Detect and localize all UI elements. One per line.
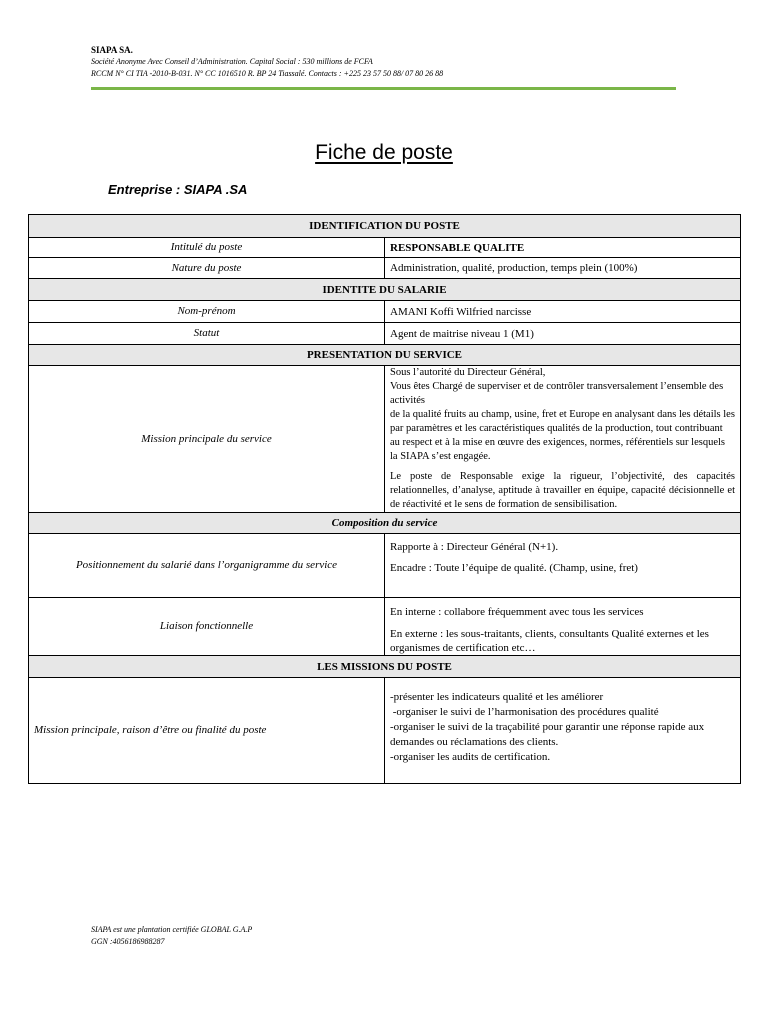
positionnement-line: Rapporte à : Directeur Général (N+1). bbox=[390, 541, 559, 553]
value-statut: Agent de maitrise niveau 1 (M1) bbox=[385, 323, 741, 345]
company-name: SIAPA SA. bbox=[91, 45, 133, 55]
label-mission-poste: Mission principale, raison d’être ou finalité du poste bbox=[29, 678, 385, 784]
label-nom: Nom-prénom bbox=[29, 301, 385, 323]
company-contact-line: RCCM N° CI TIA -2010-B-031. N° CC 1016510 R. BP 24 Tiassalé. Contacts : +225 23 57 50 88/ 07 80 26 88 bbox=[91, 69, 444, 78]
label-intitule: Intitulé du poste bbox=[29, 238, 385, 258]
value-intitule: RESPONSABLE QUALITE bbox=[385, 238, 741, 258]
page-title: Fiche de poste bbox=[315, 141, 453, 164]
section-row bbox=[29, 513, 741, 534]
section-missions: LES MISSIONS DU POSTE bbox=[29, 656, 741, 678]
value-mission-service bbox=[385, 366, 741, 513]
mission-poste-item: -organiser le suivi de l’harmonisation des procédures qualité bbox=[390, 706, 659, 718]
mission-service-line: Vous êtes Chargé de superviser et de contrôler transversalement l’ensemble des activités bbox=[390, 381, 724, 406]
label-statut: Statut bbox=[29, 323, 385, 345]
mission-service-line: Sous l’autorité du Directeur Général, bbox=[390, 367, 546, 378]
mission-poste-item: -présenter les indicateurs qualité et les améliorer bbox=[390, 691, 604, 703]
label-positionnement: Positionnement du salarié dans l’organigramme du service bbox=[29, 534, 385, 598]
section-presentation: PRESENTATION DU SERVICE bbox=[29, 345, 741, 366]
positionnement-line: Encadre : Toute l’équipe de qualité. (Champ, usine, fret) bbox=[390, 562, 638, 574]
value-liaison bbox=[385, 598, 741, 656]
letterhead bbox=[91, 44, 676, 80]
table-row bbox=[29, 534, 741, 598]
value-nom: AMANI Koffi Wilfried narcisse bbox=[385, 301, 741, 323]
section-row bbox=[29, 279, 741, 301]
table-row bbox=[29, 238, 741, 258]
value-positionnement bbox=[385, 534, 741, 598]
footer-ggn: GGN :4056186988287 bbox=[91, 937, 165, 946]
footer-certification: SIAPA est une plantation certifiée GLOBAL G.A.P bbox=[91, 925, 253, 934]
mission-service-paragraph: Le poste de Responsable exige la rigueur, l’objectivité, des capacités relationnelles, d’analyse, aptitude à travailler en équipe, capacité décisionnelle et de réactivité et le sens de formation de sensibilisation. bbox=[390, 471, 735, 510]
table-row bbox=[29, 366, 741, 513]
table-row bbox=[29, 598, 741, 656]
section-composition: Composition du service bbox=[29, 513, 741, 534]
table-row bbox=[29, 258, 741, 279]
label-liaison: Liaison fonctionnelle bbox=[29, 598, 385, 656]
section-identite: IDENTITE DU SALARIE bbox=[29, 279, 741, 301]
section-identification: IDENTIFICATION DU POSTE bbox=[29, 215, 741, 238]
section-row bbox=[29, 345, 741, 366]
job-description-table bbox=[28, 214, 741, 784]
footer bbox=[91, 924, 252, 948]
liaison-line: En externe : les sous-traitants, clients, consultants Qualité externes et les organismes de certification etc… bbox=[390, 628, 709, 654]
section-row bbox=[29, 656, 741, 678]
value-mission-poste bbox=[385, 678, 741, 784]
liaison-line: En interne : collabore fréquemment avec tous les services bbox=[390, 606, 644, 618]
label-mission-service: Mission principale du service bbox=[29, 366, 385, 513]
table-row bbox=[29, 323, 741, 345]
value-nature: Administration, qualité, production, temps plein (100%) bbox=[385, 258, 741, 279]
company-legal-line: Société Anonyme Avec Conseil d’Administration. Capital Social : 530 millions de FCFA bbox=[91, 57, 373, 66]
table-row bbox=[29, 301, 741, 323]
section-row bbox=[29, 215, 741, 238]
label-nature: Nature du poste bbox=[29, 258, 385, 279]
mission-poste-item: -organiser le suivi de la traçabilité pour garantir une réponse rapide aux demandes ou réclamations des clients. bbox=[390, 721, 705, 748]
table-row bbox=[29, 678, 741, 784]
mission-poste-item: -organiser les audits de certification. bbox=[390, 751, 551, 763]
header-divider bbox=[91, 87, 676, 90]
entreprise-label: Entreprise : SIAPA .SA bbox=[108, 182, 248, 197]
mission-service-line: de la qualité fruits au champ, usine, fret et Europe en analysant dans les détails les par paramètres et les caractéristiques qualités de la production, tout contribuant au respect et à la mise en œuvre des exigences, normes, référentiels sur lesquels la SIAPA s’est engagée. bbox=[390, 409, 735, 462]
